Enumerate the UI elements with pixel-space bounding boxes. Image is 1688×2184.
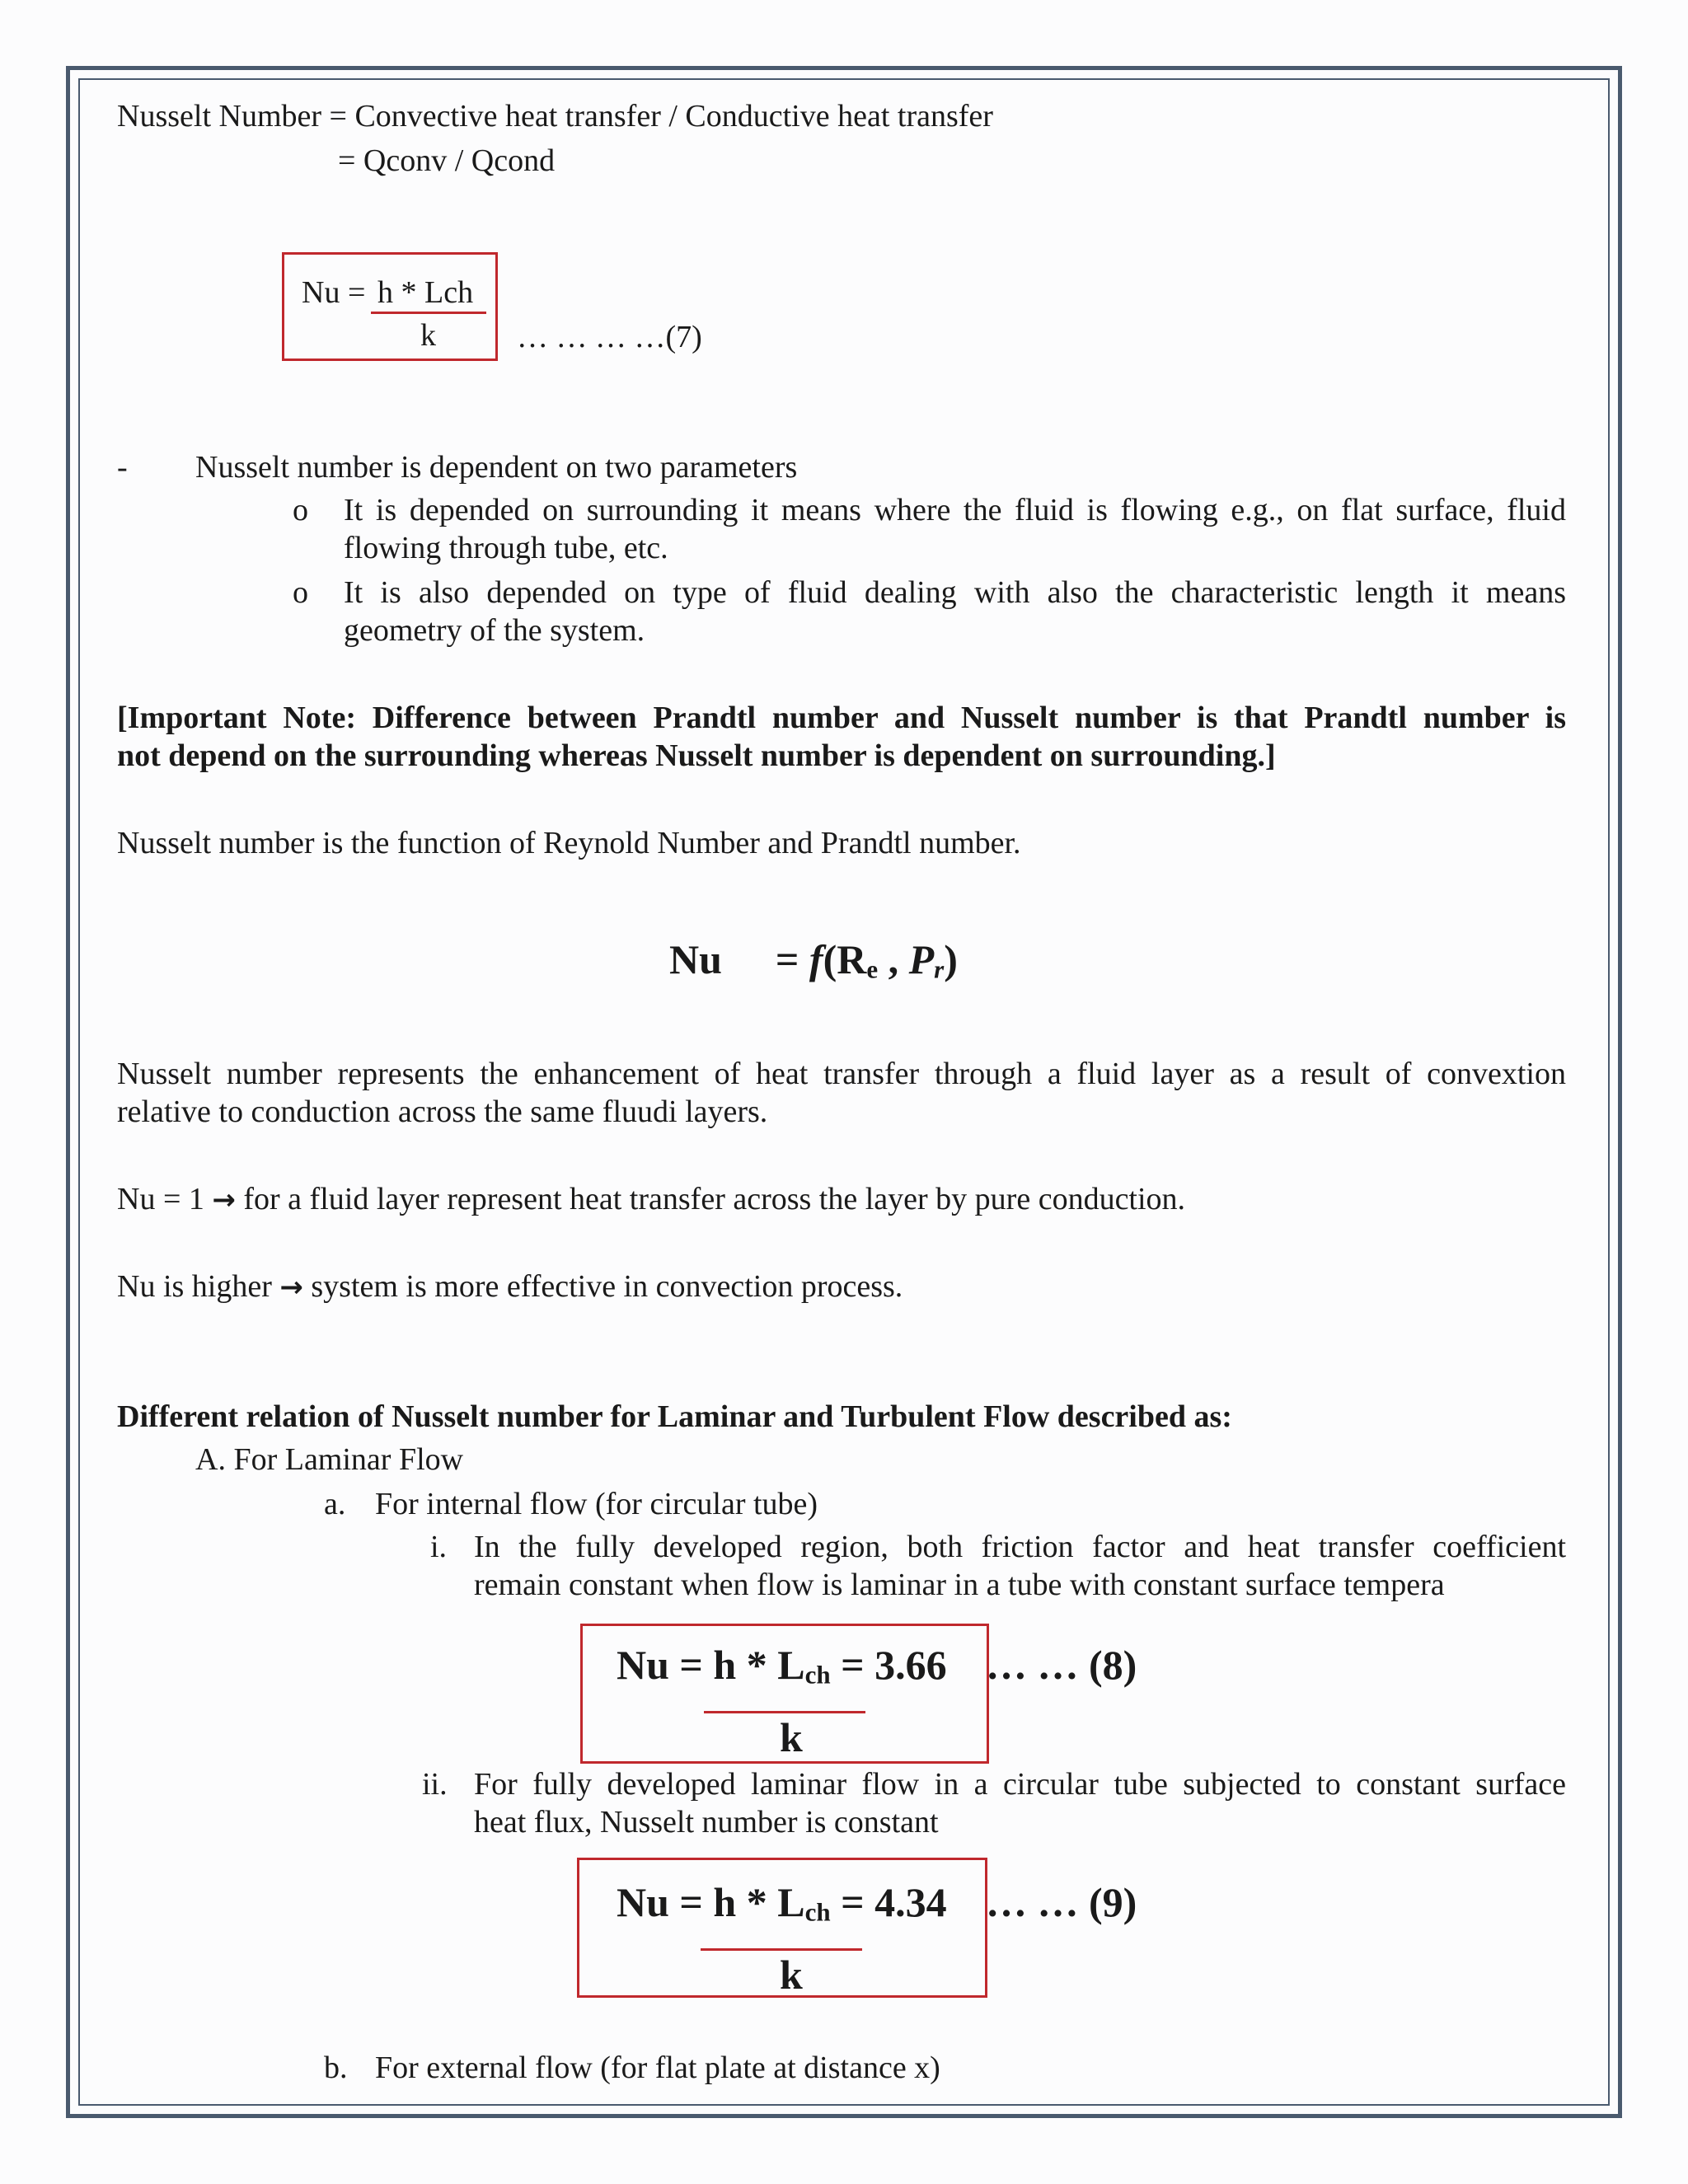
function-eq-equals: = bbox=[775, 936, 799, 982]
nu1-rhs: for a fluid layer represent heat transfer across the layer by pure conduction. bbox=[243, 1182, 1186, 1216]
eq9-label: … … (9) bbox=[986, 1879, 1137, 1925]
function-eq-re: (R bbox=[823, 936, 867, 982]
relations-a-marker: a. bbox=[324, 1487, 346, 1521]
nu1-lhs: Nu = 1 bbox=[117, 1182, 204, 1216]
eq9-numerator: h * L bbox=[713, 1879, 805, 1925]
dependence-dash: - bbox=[117, 450, 128, 485]
relations-b-text: For external flow (for flat plate at distance x) bbox=[375, 2050, 940, 2085]
function-eq-comma: , bbox=[878, 936, 909, 982]
function-eq-pr: P bbox=[908, 936, 935, 982]
represents-line-1: Nusselt number represents the enhancement of heat transfer through a fluid layer as a result of convextion bbox=[117, 1057, 1566, 1091]
bullet-1-marker: o bbox=[293, 493, 308, 527]
eq8-numerator-sub: ch bbox=[804, 1660, 831, 1690]
eq9-numerator-sub: ch bbox=[804, 1897, 831, 1927]
relations-i-line-1: In the fully developed region, both friction factor and heat transfer coefficient bbox=[474, 1530, 1566, 1564]
function-text: Nusselt number is the function of Reynold Number and Prandtl number. bbox=[117, 826, 1021, 860]
definition-line-1: Nusselt Number = Convective heat transfer / Conductive heat transfer bbox=[117, 99, 993, 134]
eq7-lhs: Nu = bbox=[302, 275, 366, 310]
relations-laminar: A. For Laminar Flow bbox=[195, 1442, 464, 1477]
relations-ii-line-1: For fully developed laminar flow in a circular tube subjected to constant surface bbox=[474, 1767, 1566, 1802]
nuhigh-rhs: system is more effective in convection process. bbox=[311, 1269, 903, 1304]
eq7-label: … … … …(7) bbox=[517, 320, 702, 354]
arrow-icon: → bbox=[212, 1183, 236, 1216]
bullet-1-line-2: flowing through tube, etc. bbox=[344, 531, 668, 565]
nuhigh-lhs: Nu is higher bbox=[117, 1269, 272, 1304]
definition-line-2: = Qconv / Qcond bbox=[338, 143, 556, 178]
relations-heading: Different relation of Nusselt number for Laminar and Turbulent Flow described as: bbox=[117, 1399, 1232, 1434]
function-eq-close: ) bbox=[944, 936, 958, 982]
eq8-lhs: Nu = bbox=[617, 1642, 714, 1688]
bullet-1-line-1: It is depended on surrounding it means where the fluid is flowing e.g., on flat surface, fluid bbox=[344, 493, 1566, 527]
relations-ii-marker: ii. bbox=[422, 1767, 448, 1802]
eq7-numerator: h * Lch bbox=[377, 275, 474, 310]
relations-i-marker: i. bbox=[430, 1530, 448, 1564]
function-eq-re-sub: e bbox=[866, 954, 879, 984]
function-eq-lhs: Nu bbox=[669, 936, 722, 982]
bullet-2-marker: o bbox=[293, 575, 308, 610]
function-eq bbox=[669, 935, 958, 995]
dependence-intro: Nusselt number is dependent on two parameters bbox=[195, 450, 798, 485]
eq7-denominator: k bbox=[420, 318, 436, 353]
eq8-label: … … (8) bbox=[986, 1642, 1137, 1688]
function-eq-pr-sub: r bbox=[934, 954, 945, 984]
nu-is-higher bbox=[117, 1268, 903, 1306]
bullet-2-line-2: geometry of the system. bbox=[344, 613, 645, 648]
eq8-denominator: k bbox=[780, 1714, 803, 1760]
eq9-lhs: Nu = bbox=[617, 1879, 714, 1925]
eq9-rhs: = 4.34 bbox=[830, 1879, 947, 1925]
eq8-main bbox=[617, 1640, 947, 1700]
eq9-denominator: k bbox=[780, 1952, 803, 1998]
note-line-1: [Important Note: Difference between Prandtl number and Nusselt number is that Prandtl number is bbox=[117, 701, 1566, 735]
relations-b-marker: b. bbox=[324, 2050, 348, 2085]
nu-equals-one bbox=[117, 1180, 1185, 1219]
represents-line-2: relative to conduction across the same fluudi layers. bbox=[117, 1094, 768, 1129]
bullet-2-line-1: It is also depended on type of fluid dealing with also the characteristic length it means bbox=[344, 575, 1566, 610]
note-line-2: not depend on the surrounding whereas Nusselt number is dependent on surrounding.] bbox=[117, 738, 1276, 773]
eq8-rhs: = 3.66 bbox=[830, 1642, 947, 1688]
eq7-fraction-bar bbox=[371, 312, 486, 314]
eq8-numerator: h * L bbox=[713, 1642, 805, 1688]
eq9-main bbox=[617, 1877, 947, 1938]
relations-i-line-2: remain constant when flow is laminar in a tube with constant surface tempera bbox=[474, 1568, 1445, 1602]
relations-ii-line-2: heat flux, Nusselt number is constant bbox=[474, 1805, 939, 1840]
relations-a-text: For internal flow (for circular tube) bbox=[375, 1487, 818, 1521]
arrow-icon: → bbox=[279, 1271, 303, 1304]
function-eq-f: f bbox=[809, 936, 823, 982]
